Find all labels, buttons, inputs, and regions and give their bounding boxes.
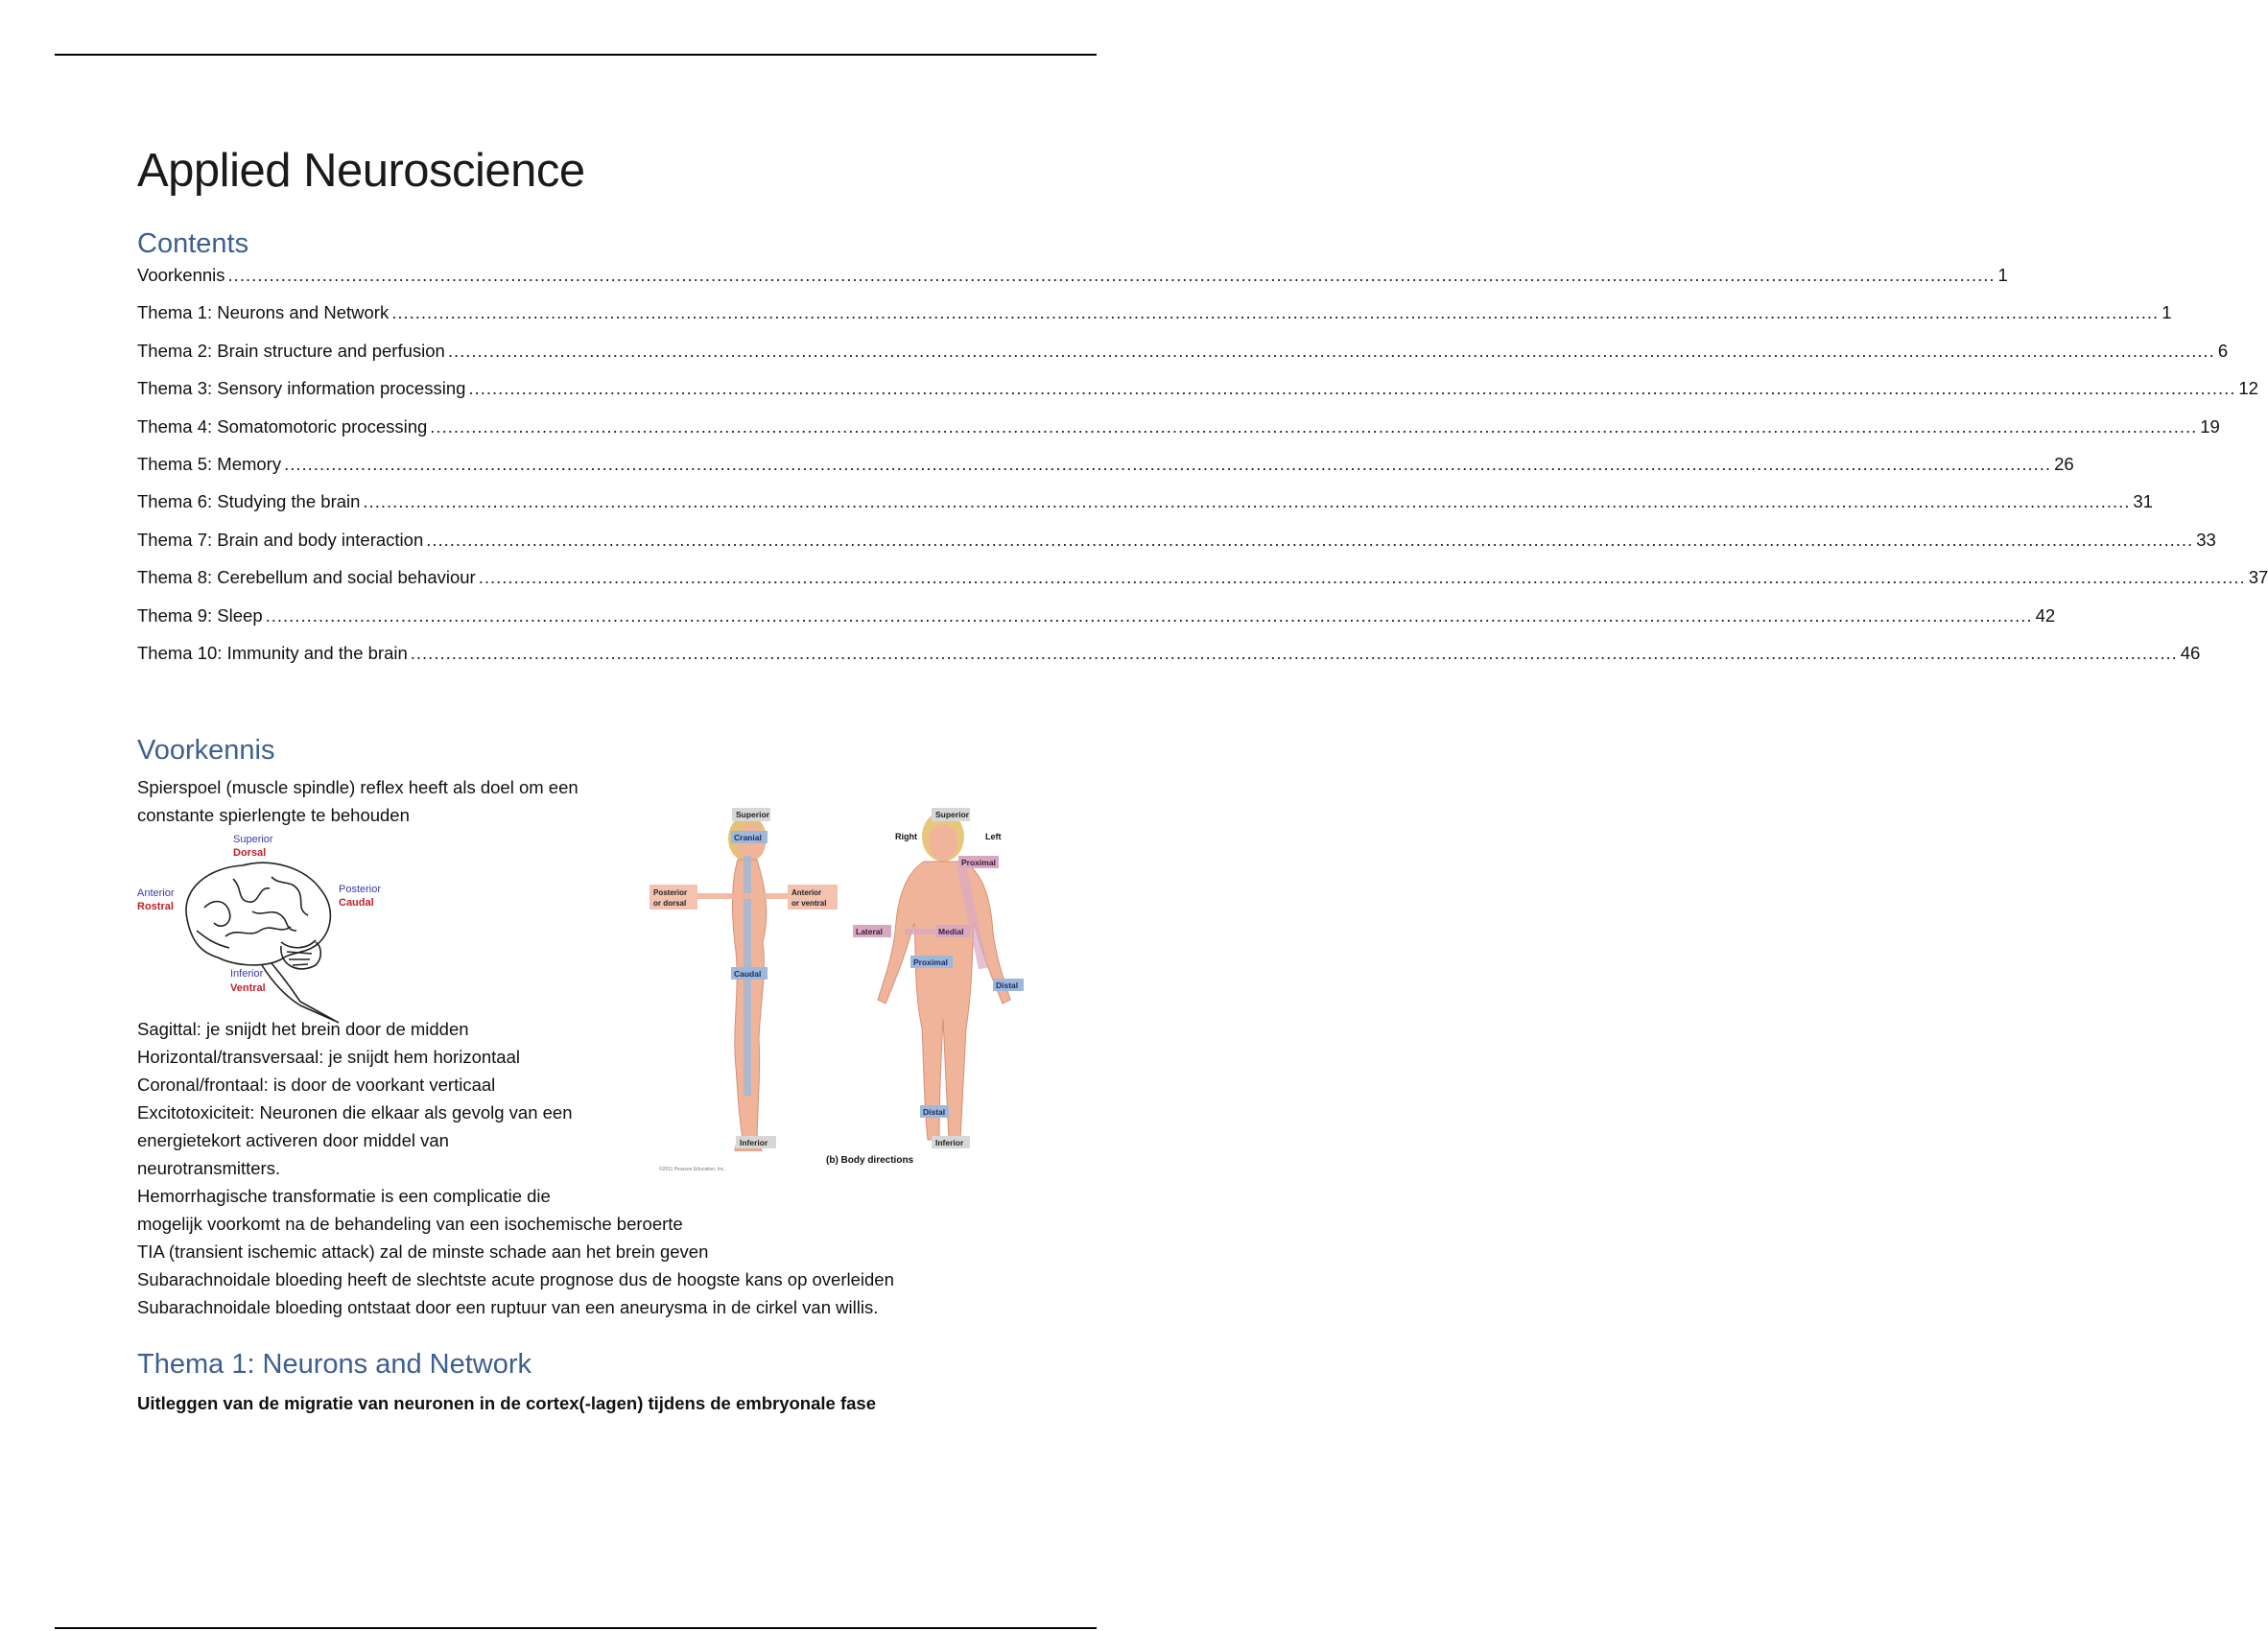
dorsal-label: or dorsal	[653, 899, 687, 908]
proximal-leg-label: Proximal	[913, 957, 948, 967]
front-inferior-label: Inferior	[935, 1138, 964, 1147]
distal-arm-label: Distal	[996, 981, 1019, 990]
label-superior: Superior	[233, 834, 273, 845]
bottom-rule	[55, 1627, 1097, 1629]
toc-entry-page: 26	[2054, 453, 2074, 474]
toc-leader-dots: ............................................................................................................................................................................................................................................................................................................	[363, 491, 2131, 512]
voorkennis-intro	[137, 773, 636, 829]
caudal-label: Caudal	[734, 969, 762, 979]
toc-entry-page: 37	[2248, 567, 2268, 588]
document-title: Applied Neuroscience	[137, 145, 585, 197]
toc-entry-page: 31	[2133, 491, 2153, 512]
top-rule	[55, 54, 1097, 56]
toc-entry[interactable]	[137, 491, 2153, 529]
toc-entry-page: 1	[2162, 302, 2172, 323]
toc-entry[interactable]	[137, 604, 2056, 643]
toc-entry-page: 42	[2035, 604, 2056, 626]
toc-leader-dots: ............................................................................................................................................................................................................................................................................................................	[478, 567, 2246, 588]
body-line: Hemorrhagische transformatie is een complicatie die	[137, 1186, 551, 1206]
body-line: Coronal/frontaal: is door de voorkant verticaal	[137, 1075, 496, 1095]
anterior-label: Anterior	[791, 888, 822, 897]
toc-entry-label: Thema 9: Sleep	[137, 604, 263, 626]
toc-entry-label: Thema 10: Immunity and the brain	[137, 642, 408, 663]
toc-entry[interactable]	[137, 302, 2172, 340]
distal-leg-label: Distal	[923, 1107, 946, 1117]
toc-leader-dots: ............................................................................................................................................................................................................................................................................................................	[426, 529, 2194, 550]
label-ventral: Ventral	[230, 982, 266, 994]
toc-entry-label: Thema 7: Brain and body interaction	[137, 529, 424, 550]
label-anterior: Anterior	[137, 887, 175, 899]
toc-entry-label: Thema 5: Memory	[137, 453, 282, 474]
toc-entry-page: 1	[1997, 265, 2008, 285]
figure-copyright: ©2011 Pearson Education, Inc.	[659, 1167, 725, 1172]
side-inferior-label: Inferior	[740, 1138, 768, 1147]
lateral-label: Lateral	[856, 927, 883, 936]
body-line: Subarachnoidale bloeding heeft de slechtste acute prognose dus de hoogste kans op overleiden	[137, 1269, 894, 1289]
toc-leader-dots: ............................................................................................................................................................................................................................................................................................................	[410, 642, 2178, 663]
figure-caption: (b) Body directions	[826, 1155, 914, 1166]
toc-leader-dots: ............................................................................................................................................................................................................................................................................................................	[447, 340, 2215, 361]
proximal-arm-label: Proximal	[961, 858, 996, 867]
toc-entry[interactable]	[137, 340, 2229, 378]
ventral-label: or ventral	[791, 899, 827, 908]
toc-entry[interactable]	[137, 529, 2216, 567]
label-posterior: Posterior	[339, 884, 382, 895]
toc-entry-page: 6	[2217, 340, 2229, 361]
toc-entry[interactable]	[137, 453, 2074, 491]
toc-entry-page: 19	[2200, 415, 2220, 437]
body-line: Excitotoxiciteit: Neuronen die elkaar als gevolg van een	[137, 1102, 573, 1123]
posterior-label: Posterior	[653, 888, 688, 897]
toc-entry[interactable]	[137, 265, 2008, 302]
toc-entry-page: 46	[2180, 642, 2201, 663]
toc-entry[interactable]	[137, 378, 2258, 415]
toc-leader-dots: ............................................................................................................................................................................................................................................................................................................	[284, 453, 2052, 474]
brain-drawing	[186, 863, 339, 1023]
toc-entry-label: Thema 4: Somatomotoric processing	[137, 415, 428, 437]
body-line: mogelijk voorkomt na de behandeling van een isochemische beroerte	[137, 1214, 683, 1234]
front-superior-label: Superior	[935, 810, 969, 819]
brain-orientation-figure	[137, 831, 406, 1013]
toc-entry-label: Thema 8: Cerebellum and social behaviour	[137, 567, 476, 588]
toc-entry-label: Thema 1: Neurons and Network	[137, 302, 390, 323]
body-line: TIA (transient ischemic attack) zal de minste schade aan het brein geven	[137, 1241, 709, 1262]
body-line: Sagittal: je snijdt het brein door de midden	[137, 1019, 469, 1039]
toc-leader-dots: ............................................................................................................................................................................................................................................................................................................	[265, 604, 2033, 626]
thema1-heading: Thema 1: Neurons and Network	[137, 1349, 532, 1380]
toc-leader-dots: ............................................................................................................................................................................................................................................................................................................	[430, 415, 2198, 437]
side-superior-label: Superior	[736, 810, 769, 819]
medial-label: Medial	[938, 927, 964, 936]
body-line: neurotransmitters.	[137, 1158, 281, 1178]
label-inferior: Inferior	[230, 968, 264, 980]
intro-line: constante spierlengte te behouden	[137, 805, 410, 825]
right-label: Right	[895, 832, 917, 841]
contents-heading: Contents	[137, 228, 249, 259]
toc-entry-label: Thema 3: Sensory information processing	[137, 378, 466, 399]
toc-entry[interactable]	[137, 415, 2220, 454]
toc-leader-dots: ............................................................................................................................................................................................................................................................................................................	[468, 378, 2236, 399]
toc-leader-dots: ............................................................................................................................................................................................................................................................................................................	[227, 265, 1996, 285]
toc-leader-dots: ............................................................................................................................................................................................................................................................................................................	[391, 302, 2160, 323]
toc-entry-label: Thema 2: Brain structure and perfusion	[137, 340, 445, 361]
label-dorsal: Dorsal	[233, 847, 267, 859]
left-label: Left	[985, 832, 1002, 841]
voorkennis-body	[137, 1015, 1029, 1321]
body-line: Horizontal/transversaal: je snijdt hem horizontaal	[137, 1047, 520, 1067]
toc-entry-page: 33	[2196, 529, 2216, 550]
body-line: Subarachnoidale bloeding ontstaat door een ruptuur van een aneurysma in de cirkel van willis.	[137, 1297, 879, 1317]
toc-entry-label: Voorkennis	[137, 265, 225, 285]
thema1-subheading: Uitleggen van de migratie van neuronen in de cortex(-lagen) tijdens de embryonale fase	[137, 1393, 876, 1413]
intro-line: Spierspoel (muscle spindle) reflex heeft als doel om een	[137, 777, 579, 797]
toc-entry[interactable]	[137, 642, 2201, 680]
toc-entry-label: Thema 6: Studying the brain	[137, 491, 361, 512]
table-of-contents	[137, 265, 2268, 680]
voorkennis-heading: Voorkennis	[137, 735, 275, 766]
label-rostral: Rostral	[137, 901, 174, 912]
toc-entry-page: 12	[2238, 378, 2258, 399]
label-caudal: Caudal	[339, 897, 374, 909]
toc-entry[interactable]	[137, 567, 2268, 604]
cranial-label: Cranial	[734, 833, 762, 842]
body-line: energietekort activeren door middel van	[137, 1130, 449, 1150]
